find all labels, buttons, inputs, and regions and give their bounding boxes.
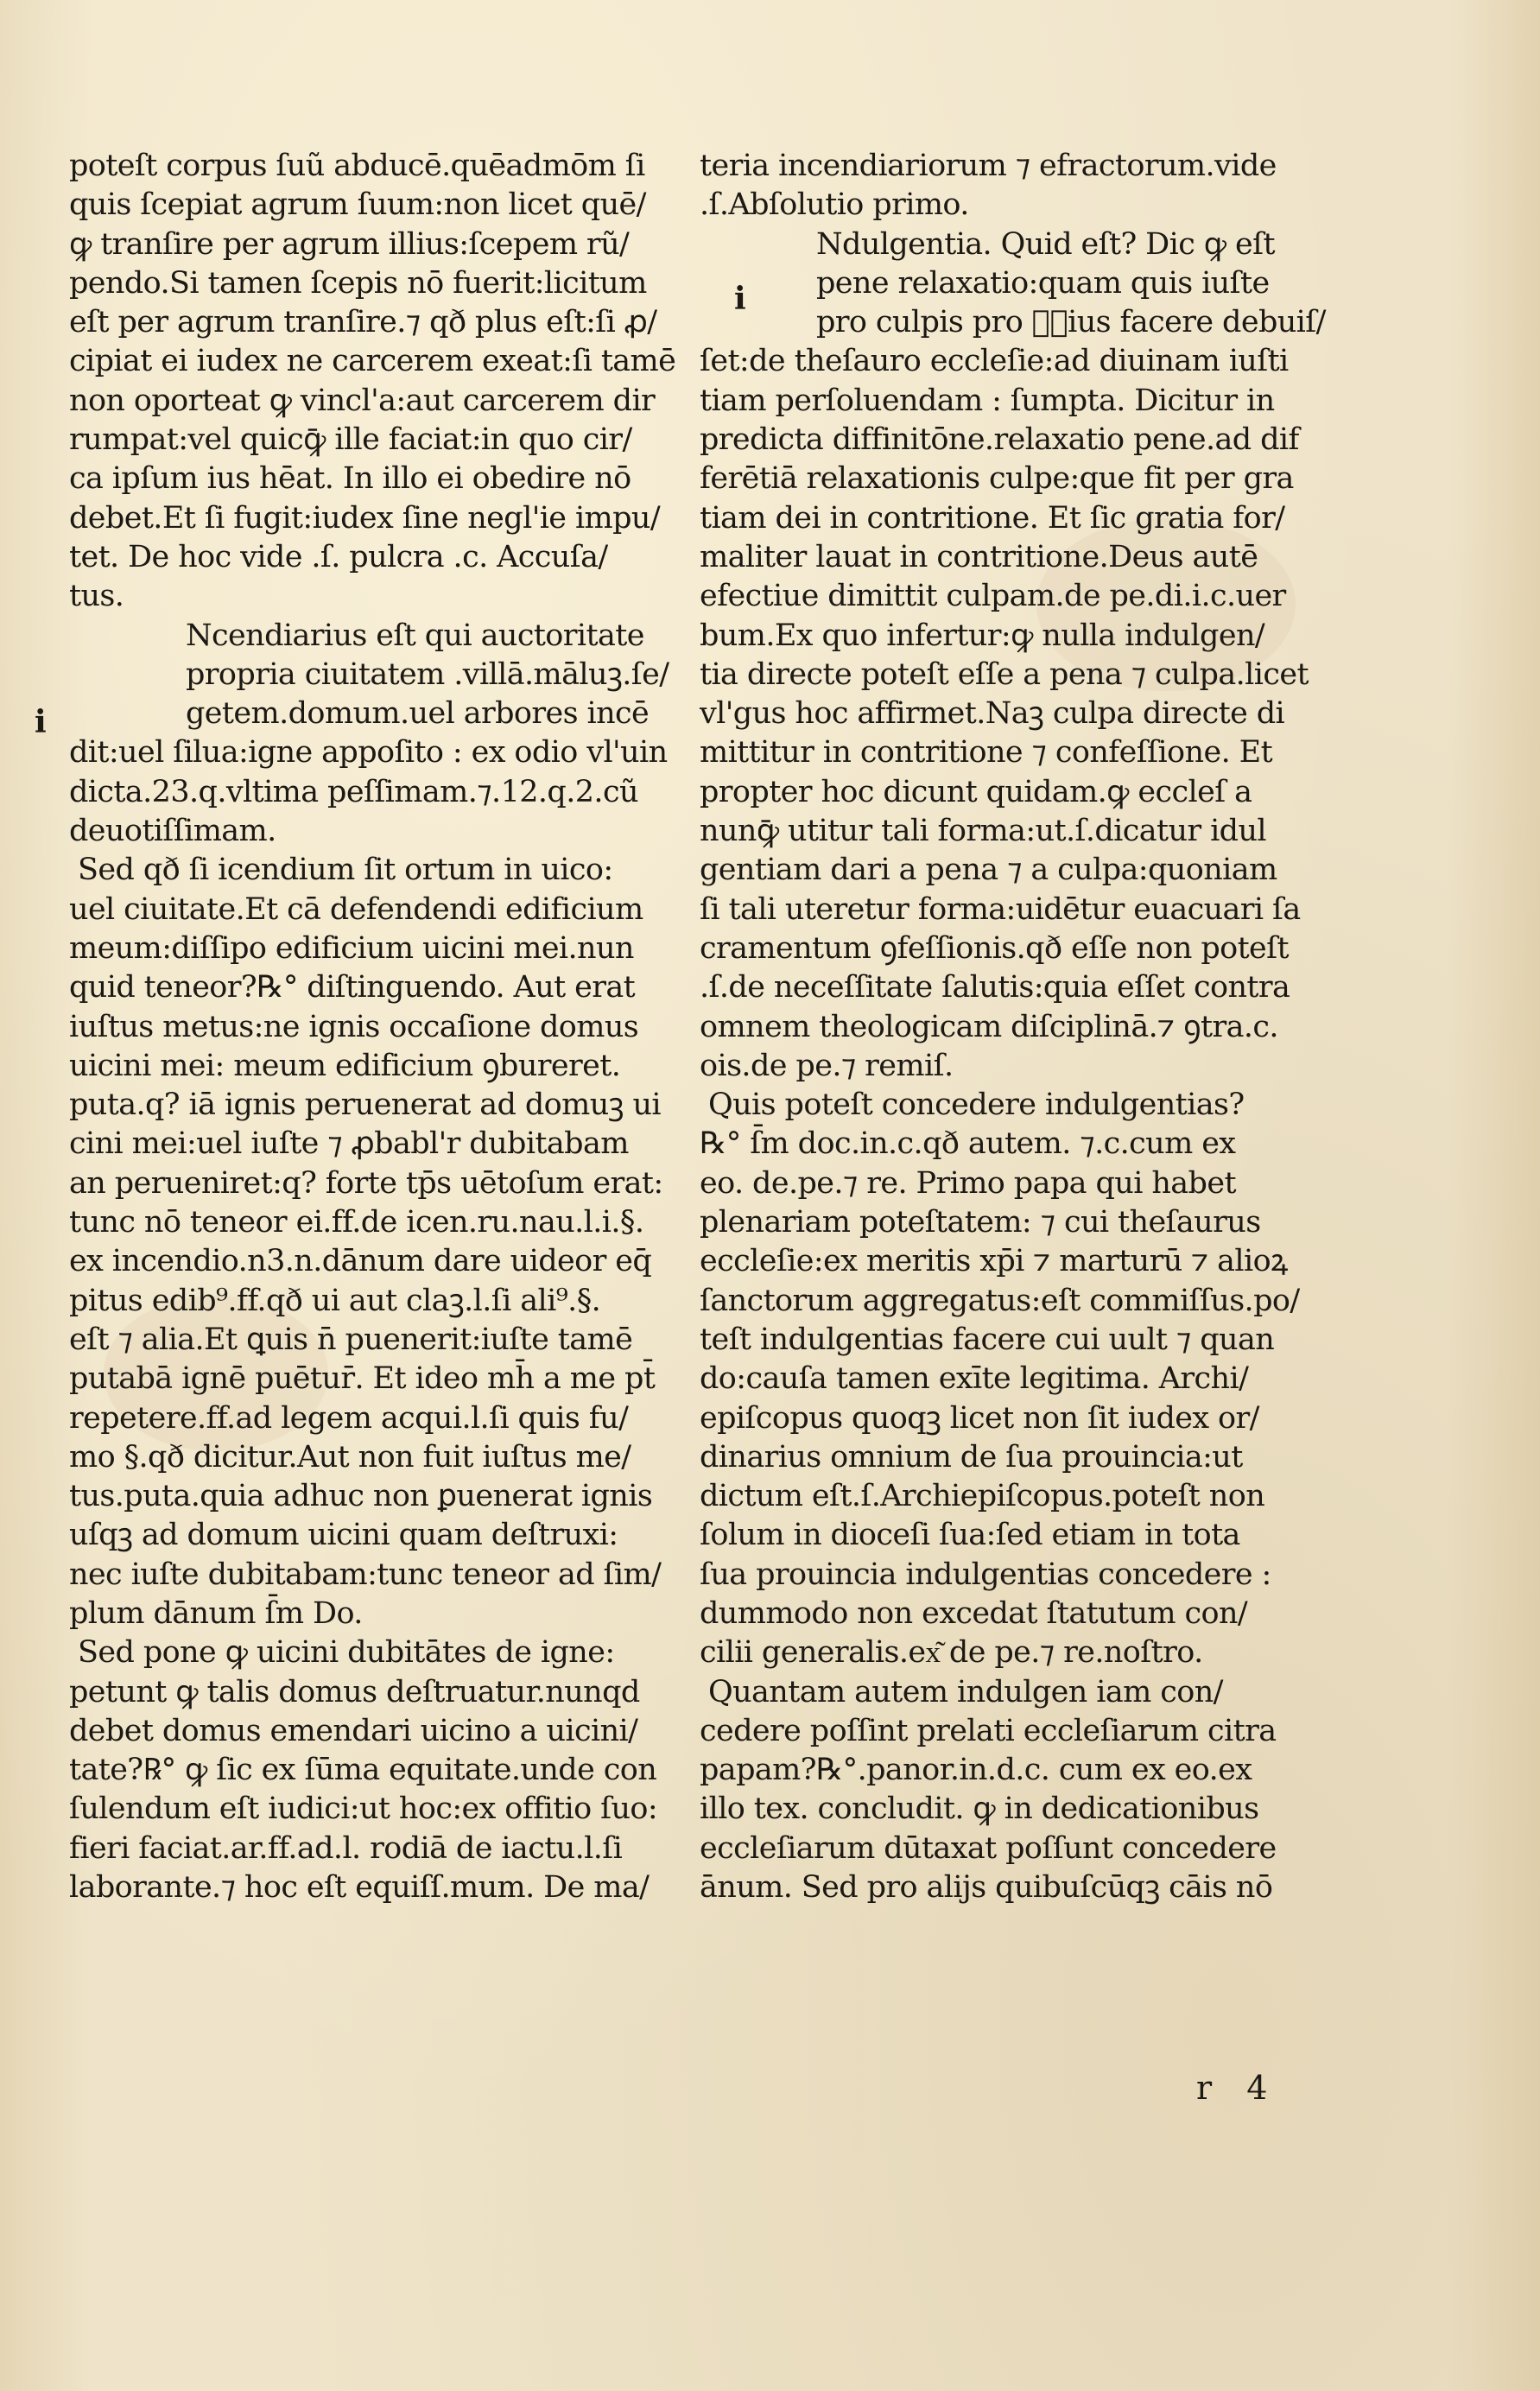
text-line: mo §.qð dicitur.Aut non fuit iuſtus me/: [69, 1439, 631, 1475]
text-line: ſi tali uteretur forma:uidētur euacuari ſa: [700, 891, 1301, 927]
text-line: omnem theologicam diſciplinā.⁊ ꝯtra.c.: [700, 1009, 1278, 1044]
text-line: mittitur in contritione ⁊ confeſſione. Et: [700, 735, 1273, 771]
text-line: cipiat ei iudex ne carcerem exeat:ſi tamē: [69, 344, 676, 379]
text-line: propria ciuitatem .villā.māluꝫ.ſe/: [186, 656, 669, 692]
text-line: repetere.ff.ad legem acqui.l.ſi quis fu/: [69, 1400, 629, 1436]
text-line: ex incendio.n3.n.dānum dare uideor eq̄: [69, 1244, 652, 1279]
text-line: ferētiā relaxationis culpe:que fit per gra: [700, 461, 1294, 497]
text-line: predicta diffinitōne.relaxatio pene.ad dif: [700, 422, 1299, 458]
text-line: pene relaxatio:quam quis iuſte: [816, 265, 1270, 301]
text-line: eſt ⁊ alia.Et ꝗuis n̄ puenerit:iuſte tamē: [69, 1322, 633, 1357]
text-line: quis ſcepiat agrum ſuum:non licet quē/: [69, 187, 646, 223]
text-line: ſanctorum aggregatus:eſt commiſſus.po/: [700, 1283, 1300, 1318]
text-line: uicini mei: meum edificium ꝯbureret.: [69, 1048, 621, 1083]
text-line: maliter lauat in contritione.Deus autē: [700, 539, 1258, 574]
text-line: Quis poteſt concedere indulgentias?: [708, 1088, 1245, 1123]
text-line: debet.Et ſi fugit:iudex ſine negl'ie impu/: [69, 500, 661, 536]
text-line: debet domus emendari uicino a uicini/: [69, 1713, 638, 1748]
text-line: nunꝙ̄ utitur tali forma:ut.ſ.dicatur idul: [700, 814, 1267, 849]
signature-mark: r 4: [1196, 2069, 1280, 2107]
text-line: ānum. Sed pro alijs quibuſcūqꝫ cāis nō: [700, 1870, 1273, 1906]
text-line: teria incendiariorum ⁊ efractorum.vide: [700, 149, 1277, 183]
text-line: tet. De hoc vide .ſ. pulcra .c. Accuſa/: [69, 539, 608, 574]
text-line: epiſcopus quoqꝫ licet non ſit iudex or/: [700, 1400, 1259, 1436]
text-line: ois.de pe.⁊ remiſ.: [700, 1048, 954, 1083]
text-line: eccleſie:ex meritis xp̄i ⁊ marturū ⁊ alioꝝ: [700, 1244, 1288, 1279]
text-line: vl'gus hoc affirmet.Naꝫ culpa directe di: [700, 696, 1285, 732]
text-line: pendo.Si tamen ſcepis nō fuerit:licitum: [69, 265, 647, 301]
text-line: tiam dei in contritione. Et ſic gratia for/: [700, 500, 1285, 536]
text-line: tiam perſoluendam : ſumpta. Dicitur in: [700, 383, 1275, 418]
text-line: gentiam dari a pena ⁊ a culpa:quoniam: [700, 853, 1277, 888]
text-line: cramentum ꝯfeſſionis.qð eſſe non poteſt: [700, 930, 1289, 966]
text-line: rumpat:vel quicꝙ̄ ille faciat:in quo cir/: [69, 422, 632, 458]
text-line: ꝙ tranſire per agrum illius:ſcepem rũ/: [69, 226, 630, 262]
text-line: do:cauſa tamen exīte legitima. Archi/: [700, 1361, 1249, 1397]
text-line: tia directe poteſt eſſe a pena ⁊ culpa.licet: [700, 656, 1309, 692]
text-line: cilii generalis.ex͂ de pe.⁊ re.noſtro.: [700, 1635, 1203, 1671]
guide-letter-left: i: [35, 704, 47, 740]
text-line: laborante.⁊ hoc eſt equiſſ.mum. De ma/: [69, 1870, 650, 1906]
text-line: Quantam autem indulgen iam con/: [708, 1674, 1223, 1709]
text-line: pro culpis pro ꝑ͛ius facere debuiſ/: [816, 305, 1326, 340]
text-line: meum:diſſipo edificium uicini mei.nun: [69, 930, 634, 966]
right-text-column: [700, 147, 1343, 1907]
text-line: cini mei:uel iuſte ⁊ ꝓbabl'r dubitabam: [69, 1126, 629, 1162]
text-line: nec iuſte dubitabam:tunc teneor ad ſim/: [69, 1557, 662, 1592]
text-line: plum dānum ſ̄m Do.: [69, 1595, 363, 1631]
text-line: tunc nō teneor ei.ff.de icen.ru.nau.l.i.§.: [69, 1205, 644, 1240]
text-line: deuotiſſimam.: [69, 814, 276, 849]
text-line: ſua prouincia indulgentias concedere :: [700, 1557, 1271, 1592]
text-line: uſqꝫ ad domum uicini quam deſtruxi:: [69, 1518, 618, 1553]
text-line: iuſtus metus:ne ignis occaſione domus: [69, 1009, 639, 1044]
text-line: eſt per agrum tranſire.⁊ qð plus eſt:ſi ꝓ/: [69, 305, 657, 340]
text-line: teſt indulgentias facere cui uult ⁊ quan: [700, 1322, 1275, 1357]
text-line: eo. de.pe.⁊ re. Primo papa qui habet: [700, 1165, 1236, 1201]
text-line: dummodo non excedat ſtatutum con/: [700, 1595, 1248, 1631]
text-line: illo tex. concludit. ꝙ in dedicationibus: [700, 1792, 1259, 1827]
text-line: ſet:de theſauro eccleſie:ad diuinam iuſti: [700, 344, 1289, 379]
text-line: .ſ.de neceſſitate ſalutis:quia eſſet contra: [700, 970, 1290, 1005]
text-line: tus.puta.quia adhuc non ꝑuenerat ignis: [69, 1479, 653, 1514]
text-line: putabā ignē puētur̄. Et ideo mh̄ a me pt̄: [69, 1361, 656, 1397]
text-line: Sed qð ſi icendium ſit ortum in uico:: [78, 853, 613, 888]
text-line: petunt ꝙ talis domus deſtruatur.nunqd: [69, 1674, 640, 1709]
text-line: cedere poſſint prelati eccleſiarum citra: [700, 1713, 1277, 1748]
text-line: fieri faciat.ar.ff.ad.l. rodiā de iactu.l.ſi: [69, 1830, 623, 1866]
text-line: tus.: [69, 579, 124, 614]
text-line: pitus edib⁹.ff.qð ui aut claꝫ.l.ſi ali⁹.§.: [69, 1283, 601, 1318]
text-line: non oporteat ꝙ vincl'a:aut carcerem dir: [69, 383, 656, 418]
text-line: Ndulgentia. Quid eſt? Dic ꝙ eſt: [816, 226, 1275, 262]
text-line: dicta.23.q.vltima peſſimam.⁊.12.q.2.cũ: [69, 774, 638, 809]
text-line: dit:uel ſilua:igne appoſito : ex odio vl'uin: [69, 735, 668, 771]
text-line: ſulendum eſt iudici:ut hoc:ex offitio ſuo:: [69, 1792, 658, 1827]
text-line: puta.q? iā ignis peruenerat ad domuꝫ ui: [69, 1088, 662, 1123]
text-line: efectiue dimittit culpam.de pe.di.i.c.uer: [700, 579, 1286, 614]
text-line: bum.Ex quo infertur:ꝙ nulla indulgen/: [700, 618, 1265, 653]
text-line: getem.domum.uel arbores incē: [186, 696, 650, 732]
text-line: poteſt corpus ſuũ abducē.quēadmōm ſi: [69, 149, 645, 183]
text-line: ℞° ſ̄m doc.in.c.qð autem. ⁊.c.cum ex: [700, 1126, 1236, 1162]
text-line: tate?℞° ꝙ ſic ex ſūma equitate.unde con: [69, 1753, 657, 1788]
text-line: papam?℞°.panor.in.d.c. cum ex eo.ex: [700, 1753, 1252, 1788]
text-line: propter hoc dicunt quidam.ꝙ eccleſ a: [700, 774, 1252, 809]
guide-letter-right: i: [734, 281, 746, 317]
text-line: .ſ.Abſolutio primo.: [700, 187, 969, 223]
left-text-column: [69, 147, 674, 1907]
text-line: an perueniret:q? forte tp̄s uētoſum erat:: [69, 1165, 663, 1201]
text-line: ca ipſum ius hēat. In illo ei obedire nō: [69, 461, 631, 497]
text-line: Ncendiarius eſt qui auctoritate: [186, 618, 644, 653]
text-line: quid teneor?℞° diſtinguendo. Aut erat: [69, 970, 636, 1005]
text-line: Sed pone ꝙ uicini dubitātes de igne:: [78, 1635, 615, 1671]
text-line: ſolum in dioceſi ſua:ſed etiam in tota: [700, 1518, 1240, 1553]
text-line: uel ciuitate.Et cā defendendi edificium: [69, 891, 643, 927]
text-line: dictum eſt.ſ.Archiepiſcopus.poteſt non: [700, 1479, 1265, 1514]
text-line: plenariam poteſtatem: ⁊ cui theſaurus: [700, 1205, 1261, 1240]
text-line: eccleſiarum dūtaxat poſſunt concedere: [700, 1830, 1277, 1866]
text-line: dinarius omnium de ſua prouincia:ut: [700, 1439, 1243, 1475]
